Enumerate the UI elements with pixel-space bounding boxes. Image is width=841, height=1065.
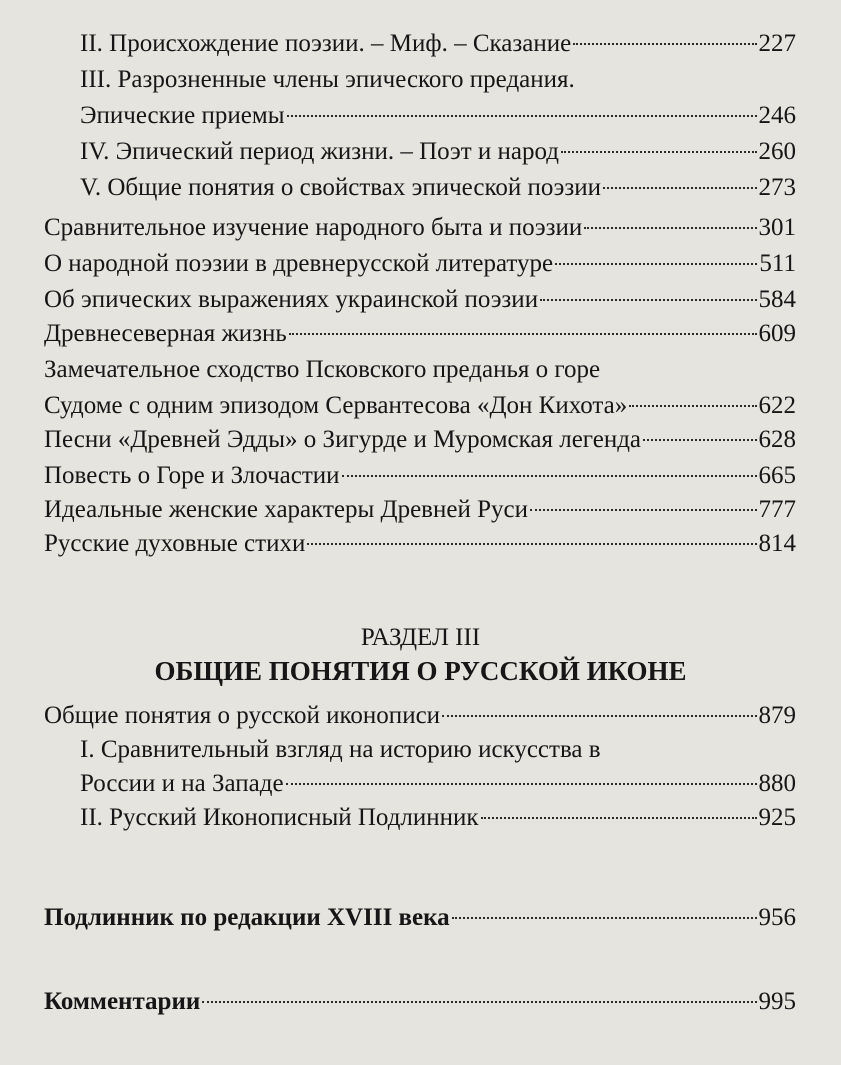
leader-dots [286,782,757,785]
toc-entry-title: О народной поэзии в древнерусской литературе [44,250,554,277]
leader-dots [307,542,756,545]
leader-dots [603,186,756,189]
toc-entry [44,528,796,560]
toc-entry-page: 622 [758,392,796,419]
toc-entry-title: Комментарии [44,988,201,1015]
toc-entry [80,802,796,834]
toc-entry-page: 273 [758,174,796,201]
toc-entry-page: 301 [758,214,796,241]
toc-entry-page: 880 [758,770,796,797]
toc-entry [44,424,796,456]
leader-dots [561,150,757,153]
toc-entry-page: 879 [758,702,796,729]
leader-dots [287,114,757,117]
toc-entry [44,986,796,1018]
toc-entry-title: Русские духовные стихи [44,530,306,557]
toc-entry-page: 777 [758,496,796,523]
toc-entry [44,212,796,244]
toc-entry [80,768,796,800]
toc-entry [44,284,796,316]
leader-dots [202,1000,756,1003]
toc-entry-page: 665 [758,462,796,489]
leader-dots [289,332,757,335]
toc-entry-page: 925 [758,804,796,831]
leader-dots [584,226,756,229]
toc-entry [44,390,796,422]
toc-entry [80,64,575,96]
toc-entry-page: 246 [758,102,796,129]
toc-entry-title: IV. Эпический период жизни. – Поэт и народ [80,138,559,165]
toc-entry-title: Идеальные женские характеры Древней Руси [44,496,528,523]
toc-entry-title: V. Общие понятия о свойствах эпической поэзии [80,174,602,201]
toc-entry-title: Повесть о Горе и Злочастии [44,462,340,489]
toc-entry [80,734,601,766]
toc-entry-page: 956 [758,904,796,931]
leader-dots [573,42,756,45]
toc-entry-page: 995 [758,988,796,1015]
toc-entry [44,354,600,386]
toc-entry-title: Судоме с одним эпизодом Сервантесова «Дон Кихота» [44,392,628,419]
toc-entry [80,172,796,204]
toc-entry [44,460,796,492]
leader-dots [629,404,756,407]
toc-entry [44,902,796,934]
toc-entry-page: 609 [758,320,796,347]
toc-entry-title: Подлинник по редакции XVIII века [44,904,450,931]
toc-entry [80,28,796,60]
toc-entry-title: Песни «Древней Эдды» о Зигурде и Муромская легенда [44,426,642,453]
leader-dots [530,508,757,511]
toc-entry [44,318,796,350]
leader-dots [540,298,756,301]
toc-entry [44,700,796,732]
leader-dots [342,474,757,477]
toc-entry-page: 814 [758,530,796,557]
toc-entry-title: Эпические приемы [80,102,285,129]
toc-entry-page: 628 [758,426,796,453]
leader-dots [643,438,756,441]
section-label: РАЗДЕЛ III [360,624,481,651]
toc-entry-title: II. Происхождение поэзии. – Миф. – Сказание [80,30,572,57]
toc-entry-title: Замечательное сходство Псковского преданья о горе [44,356,601,383]
toc-entry [44,494,796,526]
toc-entry-page: 511 [759,250,796,277]
toc-entry-page: 260 [758,138,796,165]
toc-entry [80,100,796,132]
toc-entry-title: Древнесеверная жизнь [44,320,287,347]
toc-entry-title: Общие понятия о русской иконописи [44,702,441,729]
section-title: ОБЩИЕ ПОНЯТИЯ О РУССКОЙ ИКОНЕ [154,656,687,686]
toc-entry-title: Об эпических выражениях украинской поэзии [44,286,539,313]
toc-entry-title: III. Разрозненные члены эпического предания. [80,66,575,93]
toc-entry [44,248,796,280]
toc-entry [80,136,796,168]
toc-entry-title: России и на Западе [80,770,284,797]
leader-dots [481,816,757,819]
toc-entry-page: 227 [758,30,796,57]
toc-entry-title: II. Русский Иконописный Подлинник [80,804,479,831]
toc-entry-title: I. Сравнительный взгляд на историю искусства в [80,736,601,763]
leader-dots [452,916,757,919]
toc-entry-page: 584 [758,286,796,313]
leader-dots [555,262,757,265]
toc-entry-title: Сравнительное изучение народного быта и поэзии [44,214,583,241]
leader-dots [442,714,756,717]
